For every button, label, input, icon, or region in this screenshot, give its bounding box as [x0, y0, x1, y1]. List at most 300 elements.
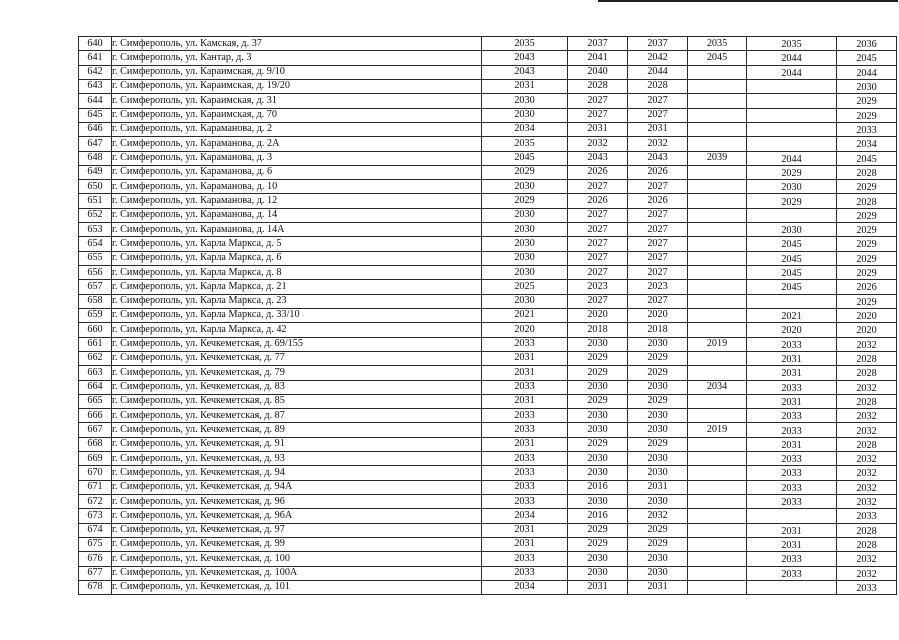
table-row: [79, 294, 897, 308]
year-col-2-cell: 2030: [568, 452, 628, 466]
year-col-6-cell: 2029: [837, 223, 897, 237]
address-cell: г. Симферополь, ул. Караманова, д. 14: [112, 208, 482, 222]
year-col-6-cell: 2029: [837, 180, 897, 194]
address-cell: г. Симферополь, ул. Кечкеметская, д. 85: [112, 394, 482, 408]
year-col-4-cell: [688, 79, 747, 93]
year-col-6-cell: 2028: [837, 394, 897, 408]
year-col-4-cell: [688, 452, 747, 466]
year-col-5-cell: [747, 94, 837, 108]
row-number-cell: 675: [79, 537, 112, 551]
year-col-6-cell: 2044: [837, 65, 897, 79]
year-col-5-cell: 2031: [747, 366, 837, 380]
row-number-cell: 669: [79, 452, 112, 466]
year-col-5-cell: 2031: [747, 537, 837, 551]
year-col-4-cell: [688, 308, 747, 322]
year-col-4-cell: [688, 266, 747, 280]
year-col-2-cell: 2027: [568, 108, 628, 122]
table-row: [79, 108, 897, 122]
row-number-cell: 674: [79, 523, 112, 537]
address-cell: г. Симферополь, ул. Караманова, д. 6: [112, 165, 482, 179]
year-col-6-cell: 2033: [837, 580, 897, 594]
table-row: [79, 509, 897, 523]
row-number-cell: 649: [79, 165, 112, 179]
year-col-3-cell: 2027: [628, 180, 688, 194]
table-row: [79, 280, 897, 294]
year-col-5-cell: 2045: [747, 251, 837, 265]
year-col-5-cell: 2031: [747, 394, 837, 408]
address-cell: г. Симферополь, ул. Кечкеметская, д. 93: [112, 452, 482, 466]
year-col-6-cell: 2029: [837, 251, 897, 265]
year-col-5-cell: [747, 137, 837, 151]
address-cell: г. Симферополь, ул. Караманова, д. 2А: [112, 137, 482, 151]
address-cell: г. Симферополь, ул. Кечкеметская, д. 89: [112, 423, 482, 437]
year-col-3-cell: 2029: [628, 437, 688, 451]
address-cell: г. Симферополь, ул. Караманова, д. 12: [112, 194, 482, 208]
year-col-3-cell: 2029: [628, 351, 688, 365]
row-number-cell: 645: [79, 108, 112, 122]
table-row: [79, 580, 897, 594]
table-row: [79, 151, 897, 165]
year-col-3-cell: 2029: [628, 537, 688, 551]
address-cell: г. Симферополь, ул. Кечкеметская, д. 79: [112, 366, 482, 380]
row-number-cell: 643: [79, 79, 112, 93]
year-col-3-cell: 2029: [628, 523, 688, 537]
table-row: [79, 194, 897, 208]
year-col-5-cell: [747, 509, 837, 523]
row-number-cell: 653: [79, 223, 112, 237]
row-number-cell: 641: [79, 51, 112, 65]
year-col-3-cell: 2043: [628, 151, 688, 165]
year-col-1-cell: 2030: [482, 208, 568, 222]
year-col-2-cell: 2030: [568, 409, 628, 423]
year-col-3-cell: 2030: [628, 552, 688, 566]
year-col-2-cell: 2016: [568, 480, 628, 494]
year-col-4-cell: [688, 122, 747, 136]
table-row: [79, 552, 897, 566]
year-col-4-cell: [688, 180, 747, 194]
table-row: [79, 423, 897, 437]
year-col-2-cell: 2027: [568, 237, 628, 251]
year-col-2-cell: 2030: [568, 423, 628, 437]
row-number-cell: 654: [79, 237, 112, 251]
year-col-4-cell: [688, 523, 747, 537]
row-number-cell: 666: [79, 409, 112, 423]
year-col-1-cell: 2033: [482, 337, 568, 351]
year-col-6-cell: 2029: [837, 266, 897, 280]
year-col-4-cell: [688, 552, 747, 566]
year-col-6-cell: 2020: [837, 308, 897, 322]
table-row: [79, 266, 897, 280]
year-col-5-cell: 2029: [747, 165, 837, 179]
row-number-cell: 655: [79, 251, 112, 265]
year-col-4-cell: [688, 351, 747, 365]
address-cell: г. Симферополь, ул. Карла Маркса, д. 23: [112, 294, 482, 308]
table-body: [79, 37, 897, 595]
year-col-2-cell: 2029: [568, 394, 628, 408]
year-col-1-cell: 2021: [482, 308, 568, 322]
year-col-1-cell: 2031: [482, 394, 568, 408]
table-row: [79, 165, 897, 179]
year-col-2-cell: 2041: [568, 51, 628, 65]
year-col-1-cell: 2033: [482, 466, 568, 480]
row-number-cell: 651: [79, 194, 112, 208]
table-row: [79, 437, 897, 451]
year-col-4-cell: [688, 409, 747, 423]
row-number-cell: 676: [79, 552, 112, 566]
year-col-2-cell: 2030: [568, 337, 628, 351]
year-col-3-cell: 2029: [628, 366, 688, 380]
table-row: [79, 308, 897, 322]
year-col-1-cell: 2020: [482, 323, 568, 337]
row-number-cell: 662: [79, 351, 112, 365]
table-row: [79, 223, 897, 237]
table-row: [79, 523, 897, 537]
year-col-4-cell: [688, 65, 747, 79]
row-number-cell: 677: [79, 566, 112, 580]
year-col-1-cell: 2031: [482, 537, 568, 551]
year-col-6-cell: 2028: [837, 366, 897, 380]
year-col-5-cell: 2029: [747, 194, 837, 208]
year-col-6-cell: 2045: [837, 51, 897, 65]
row-number-cell: 642: [79, 65, 112, 79]
year-col-4-cell: 2034: [688, 380, 747, 394]
address-cell: г. Симферополь, ул. Карла Маркса, д. 21: [112, 280, 482, 294]
address-cell: г. Симферополь, ул. Карла Маркса, д. 6: [112, 251, 482, 265]
year-col-5-cell: 2033: [747, 495, 837, 509]
table-row: [79, 366, 897, 380]
year-col-4-cell: [688, 366, 747, 380]
year-col-5-cell: [747, 294, 837, 308]
year-col-6-cell: 2032: [837, 466, 897, 480]
row-number-cell: 670: [79, 466, 112, 480]
year-col-4-cell: [688, 466, 747, 480]
year-col-2-cell: 2030: [568, 495, 628, 509]
table-row: [79, 51, 897, 65]
year-col-6-cell: 2029: [837, 294, 897, 308]
year-col-2-cell: 2023: [568, 280, 628, 294]
year-col-2-cell: 2027: [568, 94, 628, 108]
row-number-cell: 659: [79, 308, 112, 322]
housing-repair-schedule-table: [78, 36, 897, 595]
table-row: [79, 94, 897, 108]
year-col-2-cell: 2029: [568, 537, 628, 551]
year-col-1-cell: 2030: [482, 266, 568, 280]
year-col-1-cell: 2031: [482, 79, 568, 93]
year-col-4-cell: [688, 194, 747, 208]
year-col-6-cell: 2029: [837, 94, 897, 108]
row-number-cell: 646: [79, 122, 112, 136]
year-col-1-cell: 2033: [482, 423, 568, 437]
year-col-6-cell: 2032: [837, 480, 897, 494]
address-cell: г. Симферополь, ул. Караманова, д. 2: [112, 122, 482, 136]
year-col-1-cell: 2043: [482, 65, 568, 79]
row-number-cell: 656: [79, 266, 112, 280]
year-col-3-cell: 2030: [628, 337, 688, 351]
year-col-5-cell: [747, 79, 837, 93]
table-row: [79, 351, 897, 365]
address-cell: г. Симферополь, ул. Карла Маркса, д. 42: [112, 323, 482, 337]
year-col-2-cell: 2027: [568, 223, 628, 237]
year-col-2-cell: 2030: [568, 566, 628, 580]
row-number-cell: 650: [79, 180, 112, 194]
table-row: [79, 79, 897, 93]
year-col-1-cell: 2034: [482, 580, 568, 594]
year-col-6-cell: 2032: [837, 495, 897, 509]
year-col-4-cell: [688, 580, 747, 594]
address-cell: г. Симферополь, ул. Кечкеметская, д. 87: [112, 409, 482, 423]
row-number-cell: 671: [79, 480, 112, 494]
row-number-cell: 652: [79, 208, 112, 222]
year-col-4-cell: 2035: [688, 37, 747, 51]
year-col-2-cell: 2027: [568, 180, 628, 194]
year-col-6-cell: 2029: [837, 208, 897, 222]
year-col-2-cell: 2031: [568, 122, 628, 136]
year-col-2-cell: 2026: [568, 194, 628, 208]
year-col-6-cell: 2033: [837, 122, 897, 136]
year-col-2-cell: 2026: [568, 165, 628, 179]
year-col-3-cell: 2027: [628, 294, 688, 308]
year-col-3-cell: 2027: [628, 266, 688, 280]
year-col-1-cell: 2030: [482, 294, 568, 308]
year-col-3-cell: 2032: [628, 509, 688, 523]
year-col-1-cell: 2030: [482, 223, 568, 237]
row-number-cell: 667: [79, 423, 112, 437]
table-row: [79, 37, 897, 51]
address-cell: г. Симферополь, ул. Камская, д. 37: [112, 37, 482, 51]
row-number-cell: 658: [79, 294, 112, 308]
year-col-4-cell: 2039: [688, 151, 747, 165]
year-col-5-cell: 2044: [747, 151, 837, 165]
year-col-6-cell: 2026: [837, 280, 897, 294]
year-col-5-cell: 2033: [747, 452, 837, 466]
address-cell: г. Симферополь, ул. Кечкеметская, д. 77: [112, 351, 482, 365]
year-col-2-cell: 2032: [568, 137, 628, 151]
year-col-3-cell: 2027: [628, 94, 688, 108]
year-col-5-cell: [747, 108, 837, 122]
year-col-1-cell: 2030: [482, 180, 568, 194]
year-col-6-cell: 2034: [837, 137, 897, 151]
year-col-5-cell: 2045: [747, 266, 837, 280]
year-col-2-cell: 2027: [568, 294, 628, 308]
year-col-3-cell: 2027: [628, 108, 688, 122]
year-col-6-cell: 2028: [837, 194, 897, 208]
year-col-6-cell: 2028: [837, 351, 897, 365]
table-row: [79, 122, 897, 136]
table-row: [79, 208, 897, 222]
year-col-1-cell: 2031: [482, 366, 568, 380]
year-col-6-cell: 2029: [837, 237, 897, 251]
year-col-2-cell: 2027: [568, 208, 628, 222]
year-col-3-cell: 2027: [628, 223, 688, 237]
year-col-3-cell: 2030: [628, 409, 688, 423]
year-col-2-cell: 2029: [568, 437, 628, 451]
table-row: [79, 337, 897, 351]
table-row: [79, 452, 897, 466]
year-col-6-cell: 2036: [837, 37, 897, 51]
address-cell: г. Симферополь, ул. Кечкеметская, д. 100: [112, 552, 482, 566]
row-number-cell: 673: [79, 509, 112, 523]
address-cell: г. Симферополь, ул. Кечкеметская, д. 97: [112, 523, 482, 537]
year-col-2-cell: 2028: [568, 79, 628, 93]
year-col-6-cell: 2028: [837, 537, 897, 551]
year-col-1-cell: 2033: [482, 566, 568, 580]
address-cell: г. Симферополь, ул. Караманова, д. 10: [112, 180, 482, 194]
year-col-4-cell: [688, 280, 747, 294]
year-col-5-cell: 2030: [747, 180, 837, 194]
year-col-3-cell: 2030: [628, 452, 688, 466]
year-col-4-cell: [688, 94, 747, 108]
address-cell: г. Симферополь, ул. Кечкеметская, д. 69/155: [112, 337, 482, 351]
address-cell: г. Симферополь, ул. Карла Маркса, д. 5: [112, 237, 482, 251]
year-col-5-cell: 2033: [747, 380, 837, 394]
year-col-4-cell: [688, 108, 747, 122]
table-row: [79, 566, 897, 580]
year-col-6-cell: 2045: [837, 151, 897, 165]
address-cell: г. Симферополь, ул. Кечкеметская, д. 100А: [112, 566, 482, 580]
year-col-3-cell: 2029: [628, 394, 688, 408]
address-cell: г. Симферополь, ул. Кечкеметская, д. 83: [112, 380, 482, 394]
year-col-5-cell: 2031: [747, 437, 837, 451]
address-cell: г. Симферополь, ул. Кечкеметская, д. 96: [112, 495, 482, 509]
year-col-3-cell: 2027: [628, 251, 688, 265]
year-col-6-cell: 2020: [837, 323, 897, 337]
table-row: [79, 237, 897, 251]
year-col-3-cell: 2026: [628, 165, 688, 179]
year-col-3-cell: 2030: [628, 380, 688, 394]
address-cell: г. Симферополь, ул. Кечкеметская, д. 96А: [112, 509, 482, 523]
year-col-4-cell: [688, 294, 747, 308]
year-col-1-cell: 2034: [482, 122, 568, 136]
year-col-1-cell: 2030: [482, 94, 568, 108]
year-col-2-cell: 2030: [568, 380, 628, 394]
year-col-5-cell: [747, 122, 837, 136]
year-col-6-cell: 2032: [837, 452, 897, 466]
year-col-6-cell: 2030: [837, 79, 897, 93]
year-col-3-cell: 2044: [628, 65, 688, 79]
year-col-3-cell: 2020: [628, 308, 688, 322]
year-col-3-cell: 2031: [628, 122, 688, 136]
address-cell: г. Симферополь, ул. Караманова, д. 14А: [112, 223, 482, 237]
year-col-2-cell: 2027: [568, 266, 628, 280]
year-col-5-cell: 2035: [747, 37, 837, 51]
year-col-2-cell: 2016: [568, 509, 628, 523]
year-col-5-cell: 2045: [747, 237, 837, 251]
year-col-3-cell: 2030: [628, 495, 688, 509]
table-row: [79, 65, 897, 79]
year-col-4-cell: [688, 223, 747, 237]
row-number-cell: 661: [79, 337, 112, 351]
year-col-1-cell: 2031: [482, 523, 568, 537]
year-col-1-cell: 2043: [482, 51, 568, 65]
year-col-1-cell: 2031: [482, 437, 568, 451]
row-number-cell: 668: [79, 437, 112, 451]
year-col-2-cell: 2030: [568, 552, 628, 566]
address-cell: г. Симферополь, ул. Кечкеметская, д. 94: [112, 466, 482, 480]
row-number-cell: 665: [79, 394, 112, 408]
year-col-5-cell: 2033: [747, 409, 837, 423]
year-col-3-cell: 2037: [628, 37, 688, 51]
year-col-2-cell: 2020: [568, 308, 628, 322]
year-col-2-cell: 2027: [568, 251, 628, 265]
year-col-4-cell: 2045: [688, 51, 747, 65]
year-col-1-cell: 2033: [482, 552, 568, 566]
year-col-4-cell: [688, 323, 747, 337]
year-col-1-cell: 2029: [482, 194, 568, 208]
year-col-5-cell: 2033: [747, 466, 837, 480]
year-col-3-cell: 2032: [628, 137, 688, 151]
year-col-2-cell: 2043: [568, 151, 628, 165]
table-row: [79, 137, 897, 151]
year-col-4-cell: [688, 208, 747, 222]
year-col-1-cell: 2033: [482, 480, 568, 494]
table-row: [79, 251, 897, 265]
year-col-6-cell: 2028: [837, 523, 897, 537]
year-col-1-cell: 2030: [482, 237, 568, 251]
address-cell: г. Симферополь, ул. Кантар, д. 3: [112, 51, 482, 65]
address-cell: г. Симферополь, ул. Кечкеметская, д. 94А: [112, 480, 482, 494]
year-col-1-cell: 2033: [482, 452, 568, 466]
row-number-cell: 663: [79, 366, 112, 380]
year-col-6-cell: 2032: [837, 566, 897, 580]
year-col-5-cell: 2044: [747, 51, 837, 65]
address-cell: г. Симферополь, ул. Кечкеметская, д. 91: [112, 437, 482, 451]
address-cell: г. Симферополь, ул. Кечкеметская, д. 99: [112, 537, 482, 551]
table-row: [79, 480, 897, 494]
year-col-6-cell: 2032: [837, 337, 897, 351]
year-col-5-cell: 2044: [747, 65, 837, 79]
table-row: [79, 466, 897, 480]
year-col-6-cell: 2033: [837, 509, 897, 523]
year-col-5-cell: 2033: [747, 337, 837, 351]
year-col-1-cell: 2029: [482, 165, 568, 179]
year-col-4-cell: [688, 251, 747, 265]
year-col-3-cell: 2028: [628, 79, 688, 93]
year-col-2-cell: 2018: [568, 323, 628, 337]
address-cell: г. Симферополь, ул. Карла Маркса, д. 8: [112, 266, 482, 280]
year-col-5-cell: 2033: [747, 552, 837, 566]
year-col-3-cell: 2031: [628, 580, 688, 594]
row-number-cell: 664: [79, 380, 112, 394]
year-col-1-cell: 2035: [482, 137, 568, 151]
year-col-5-cell: 2031: [747, 351, 837, 365]
year-col-4-cell: [688, 537, 747, 551]
year-col-4-cell: [688, 495, 747, 509]
year-col-5-cell: [747, 580, 837, 594]
table-row: [79, 409, 897, 423]
year-col-1-cell: 2030: [482, 251, 568, 265]
row-number-cell: 648: [79, 151, 112, 165]
address-cell: г. Симферополь, ул. Караманова, д. 3: [112, 151, 482, 165]
year-col-4-cell: [688, 509, 747, 523]
year-col-5-cell: 2045: [747, 280, 837, 294]
year-col-2-cell: 2040: [568, 65, 628, 79]
year-col-5-cell: 2021: [747, 308, 837, 322]
year-col-1-cell: 2033: [482, 409, 568, 423]
row-number-cell: 644: [79, 94, 112, 108]
year-col-1-cell: 2034: [482, 509, 568, 523]
table-row: [79, 380, 897, 394]
year-col-6-cell: 2032: [837, 409, 897, 423]
year-col-1-cell: 2033: [482, 495, 568, 509]
year-col-4-cell: [688, 165, 747, 179]
table-row: [79, 323, 897, 337]
year-col-4-cell: 2019: [688, 337, 747, 351]
year-col-6-cell: 2032: [837, 380, 897, 394]
year-col-4-cell: [688, 237, 747, 251]
row-number-cell: 647: [79, 137, 112, 151]
year-col-4-cell: [688, 480, 747, 494]
year-col-3-cell: 2026: [628, 194, 688, 208]
